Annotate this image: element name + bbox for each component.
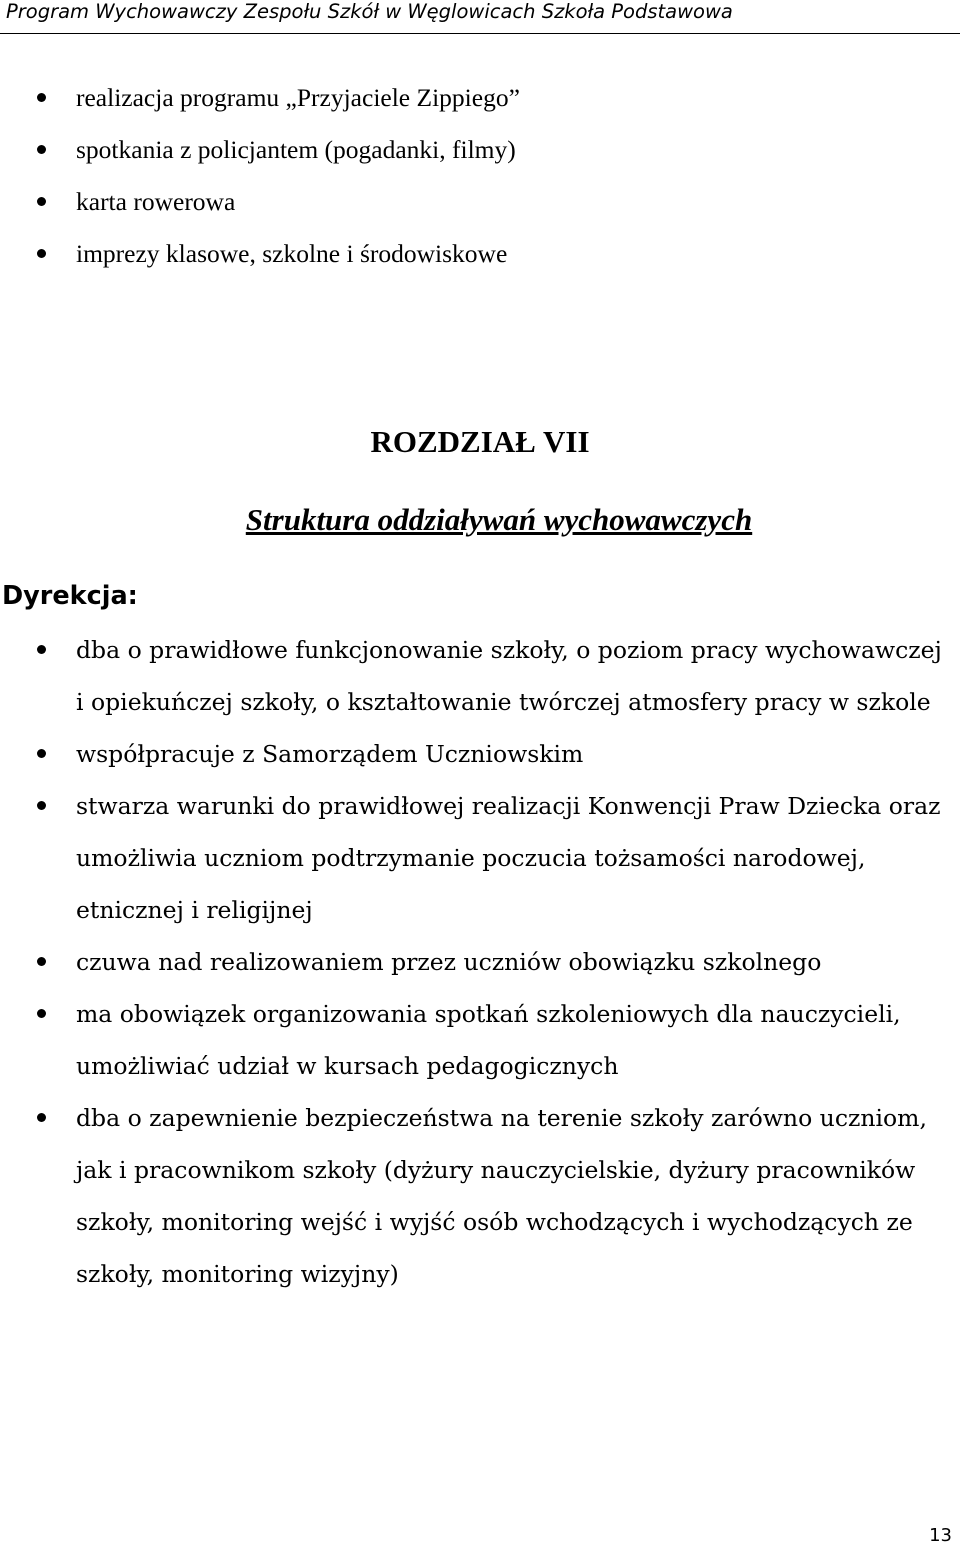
bullet-icon <box>37 1113 46 1122</box>
list-item-text: dba o prawidłowe funkcjonowanie szkoły, o poziom pracy wychowawczej i opiekuńczej szkoły, o kształtowanie twórczej atmosfery pracy w szkole <box>76 636 942 716</box>
bullet-icon <box>37 801 46 810</box>
list-item <box>0 936 960 988</box>
bullet-icon <box>37 749 46 758</box>
list-item <box>0 1092 960 1300</box>
list-item <box>0 728 960 780</box>
list-item-text: realizacja programu „Przyjaciele Zippiego” <box>76 83 520 112</box>
list-item-text: ma obowiązek organizowania spotkań szkoleniowych dla nauczycieli, umożliwiać udział w kursach pedagogicznych <box>76 1000 901 1080</box>
list-item-text: imprezy klasowe, szkolne i środowiskowe <box>76 239 508 268</box>
list-item <box>0 176 960 228</box>
list-item-text: dba o zapewnienie bezpieczeństwa na terenie szkoły zarówno uczniom, jak i pracownikom szkoły (dyżury nauczycielskie, dyżury pracowników szkoły, monitoring wejść i wyjść osób wchodzących i wychodzących ze szkoły, monitoring wizyjny) <box>76 1104 927 1288</box>
list-item-text: karta rowerowa <box>76 187 236 216</box>
bullet-icon <box>37 93 46 102</box>
bullet-icon <box>37 1009 46 1018</box>
chapter-label: ROZDZIAŁ VII <box>370 424 590 459</box>
list-item-text: czuwa nad realizowaniem przez uczniów obowiązku szkolnego <box>76 948 822 976</box>
chapter-title: Struktura oddziaływań wychowawczych <box>245 502 753 537</box>
list-item <box>0 124 960 176</box>
list-item <box>0 780 960 936</box>
bullet-icon <box>37 645 46 654</box>
list-item <box>0 988 960 1092</box>
list-item-text: współpracuje z Samorządem Uczniowskim <box>76 740 584 768</box>
bullet-icon <box>37 197 46 206</box>
list-item-text: spotkania z policjantem (pogadanki, filmy) <box>76 135 516 164</box>
bullet-icon <box>37 145 46 154</box>
dyrekcja-duties-list <box>0 624 960 1300</box>
bullet-icon <box>37 249 46 258</box>
activities-list <box>0 72 960 280</box>
section-heading: Dyrekcja: <box>2 581 138 611</box>
list-item-text: stwarza warunki do prawidłowej realizacji Konwencji Praw Dziecka oraz umożliwia uczniom podtrzymanie poczucia tożsamości narodowej, etnicznej i religijnej <box>76 792 941 924</box>
running-header: Program Wychowawczy Zespołu Szkół w Węglowicach Szkoła Podstawowa <box>6 0 733 23</box>
list-item <box>0 72 960 124</box>
list-item <box>0 624 960 728</box>
bullet-icon <box>37 957 46 966</box>
page-number: 13 <box>929 1525 952 1546</box>
header-rule <box>0 33 960 34</box>
list-item <box>0 228 960 280</box>
